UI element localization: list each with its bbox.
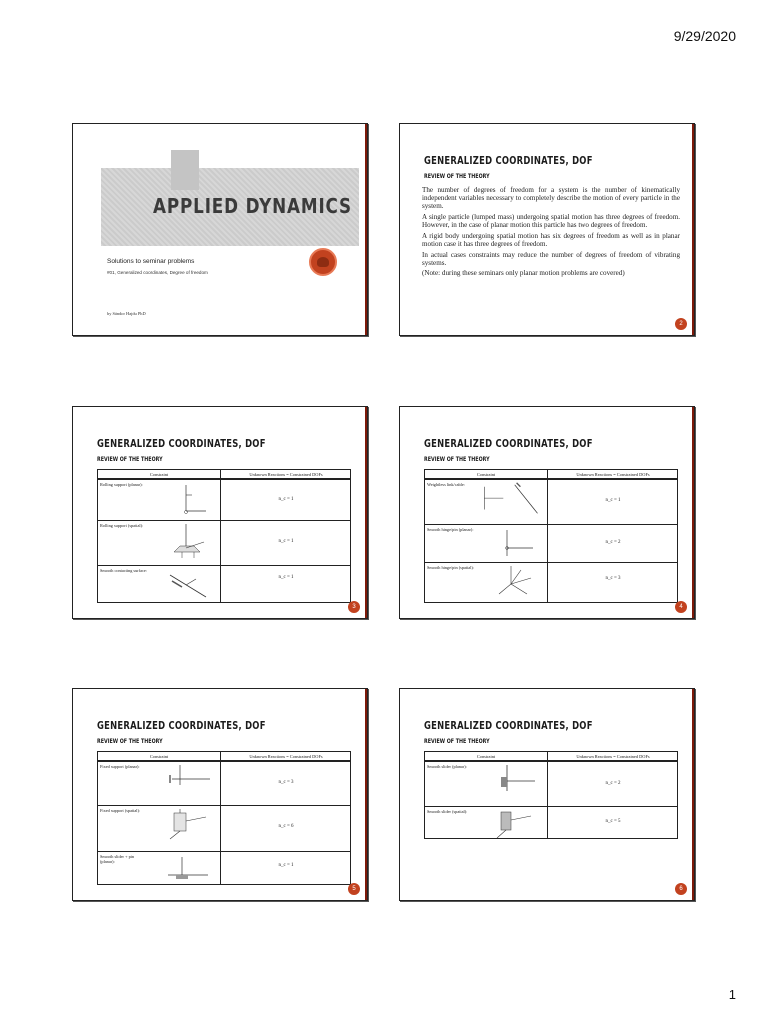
- table-row: [98, 851, 350, 886]
- constraint-label: Fixed support (planar):: [100, 764, 140, 769]
- constraint-label: Smooth slider (planar):: [427, 764, 467, 769]
- theory-paragraph: (Note: during these seminars only planar motion problems are covered): [422, 269, 625, 278]
- constraint-value: n_c = 3: [605, 576, 621, 581]
- fixed-support-planar-diagram: [160, 763, 216, 801]
- weightless-link-diagram: [473, 481, 545, 519]
- slide-subheading: REVIEW OF THE THEORY: [97, 738, 163, 745]
- slide-constraints-4: [399, 688, 695, 901]
- constraint-value: n_c = 5: [605, 819, 621, 824]
- constraint-label: Smooth hinge/pin (spatial):: [427, 565, 475, 570]
- table-header: [425, 752, 677, 761]
- slide-number-badge: 5: [348, 883, 360, 895]
- slide-number-badge: 4: [675, 601, 687, 613]
- slide-subheading: REVIEW OF THE THEORY: [424, 173, 490, 180]
- smooth-contact-diagram: [160, 567, 216, 605]
- column-header-reactions: Unknown Reactions = Constrained DOFs: [249, 754, 323, 759]
- column-header-constraint: Constraint: [149, 472, 169, 477]
- constraint-label: Smooth slider + pin (planar):: [100, 854, 135, 864]
- table-row: [425, 524, 677, 562]
- column-header-constraint: Constraint: [476, 472, 496, 477]
- theory-paragraph: In actual cases constraints may reduce the number of degrees of freedom of vibrating systems.: [422, 250, 680, 267]
- constraint-value: n_c = 1: [605, 498, 621, 503]
- constraint-label: Rolling support (spatial):: [100, 523, 144, 528]
- column-header-reactions: Unknown Reactions = Constrained DOFs: [576, 754, 650, 759]
- slide-heading: GENERALIZED COORDINATES, DOF: [424, 720, 593, 732]
- slide-heading: GENERALIZED COORDINATES, DOF: [97, 438, 266, 450]
- table-row: [425, 806, 677, 840]
- smooth-hinge-spatial-diagram: [487, 564, 543, 602]
- constraint-value: n_c = 1: [278, 497, 294, 502]
- table-row: [98, 805, 350, 851]
- constraint-label: Smooth contacting surface:: [100, 568, 148, 573]
- slide-constraints-1: [72, 406, 368, 619]
- constraint-value: n_c = 1: [278, 539, 294, 544]
- slide-subtitle-detail: #01, Generalized coordinates, Degree of freedom: [107, 270, 208, 275]
- column-header-constraint: Constraint: [149, 754, 169, 759]
- constraint-label: Fixed support (spatial):: [100, 808, 141, 813]
- constraint-label: Smooth hinge/pin (planar):: [427, 527, 474, 532]
- theory-paragraph: A rigid body undergoing spatial motion has six degrees of freedom as well as in planar motion case it has three degrees of freedom.: [422, 231, 680, 248]
- slide-heading: GENERALIZED COORDINATES, DOF: [97, 720, 266, 732]
- page-date: 9/29/2020: [673, 28, 736, 44]
- table-row: [98, 479, 350, 520]
- slide-title-text: APPLIED DYNAMICS: [153, 194, 352, 218]
- theory-paragraph: The number of degrees of freedom for a system is the number of kinematically independent variables necessary to completely describe the motion of every particle in the system.: [422, 186, 680, 211]
- slide-heading: GENERALIZED COORDINATES, DOF: [424, 155, 593, 167]
- table-row: [425, 562, 677, 604]
- slide-number-badge: 3: [348, 601, 360, 613]
- constraint-value: n_c = 6: [278, 824, 294, 829]
- rolling-support-spatial-diagram: [160, 522, 216, 560]
- constraint-value: n_c = 1: [278, 575, 294, 580]
- table-row: [425, 761, 677, 806]
- constraint-label: Rolling support (planar):: [100, 482, 143, 487]
- table-header: [98, 752, 350, 761]
- constraint-label: Weightless link/cable:: [427, 482, 465, 487]
- fixed-support-spatial-diagram: [160, 807, 216, 845]
- table-row: [98, 565, 350, 604]
- constraint-table: [97, 469, 351, 603]
- constraint-table: [97, 751, 351, 885]
- rolling-support-planar-diagram: [160, 481, 216, 519]
- banner-block-decoration: [171, 150, 199, 190]
- smooth-slider-spatial-diagram: [487, 808, 543, 846]
- slide-constraints-3: [72, 688, 368, 901]
- constraint-value: n_c = 3: [278, 780, 294, 785]
- column-header-reactions: Unknown Reactions = Constrained DOFs: [249, 472, 323, 477]
- slide-subheading: REVIEW OF THE THEORY: [424, 738, 490, 745]
- constraint-label: Smooth slider (spatial):: [427, 809, 468, 814]
- slide-subheading: REVIEW OF THE THEORY: [97, 456, 163, 463]
- slide-theory: [399, 123, 695, 336]
- slide-title: [72, 123, 368, 336]
- slide-number-badge: 2: [675, 318, 687, 330]
- slide-heading: GENERALIZED COORDINATES, DOF: [424, 438, 593, 450]
- constraint-table: [424, 751, 678, 839]
- slide-author: by Sándor Hajdu PhD: [107, 311, 146, 316]
- theory-text: [422, 186, 680, 280]
- page-number: 1: [728, 987, 736, 1002]
- constraint-value: n_c = 1: [278, 863, 294, 868]
- column-header-constraint: Constraint: [476, 754, 496, 759]
- slide-subtitle: Solutions to seminar problems: [107, 258, 195, 265]
- smooth-slider-planar-diagram: [487, 763, 543, 801]
- slide-subheading: REVIEW OF THE THEORY: [424, 456, 490, 463]
- title-banner: [101, 168, 359, 246]
- table-row: [98, 520, 350, 565]
- table-row: [425, 479, 677, 524]
- column-header-reactions: Unknown Reactions = Constrained DOFs: [576, 472, 650, 477]
- university-logo-icon: [309, 248, 337, 276]
- table-header: [98, 470, 350, 479]
- constraint-table: [424, 469, 678, 603]
- smooth-hinge-planar-diagram: [487, 526, 543, 564]
- slide-constraints-2: [399, 406, 695, 619]
- theory-paragraph: A single particle (lumped mass) undergoing spatial motion has three degrees of freedom. However, in the case of planar motion this particle has two degrees of freedom.: [422, 213, 680, 230]
- slide-number-badge: 6: [675, 883, 687, 895]
- table-row: [98, 761, 350, 805]
- table-header: [425, 470, 677, 479]
- constraint-value: n_c = 2: [605, 781, 621, 786]
- constraint-value: n_c = 2: [605, 540, 621, 545]
- smooth-slider-pin-diagram: [160, 853, 216, 891]
